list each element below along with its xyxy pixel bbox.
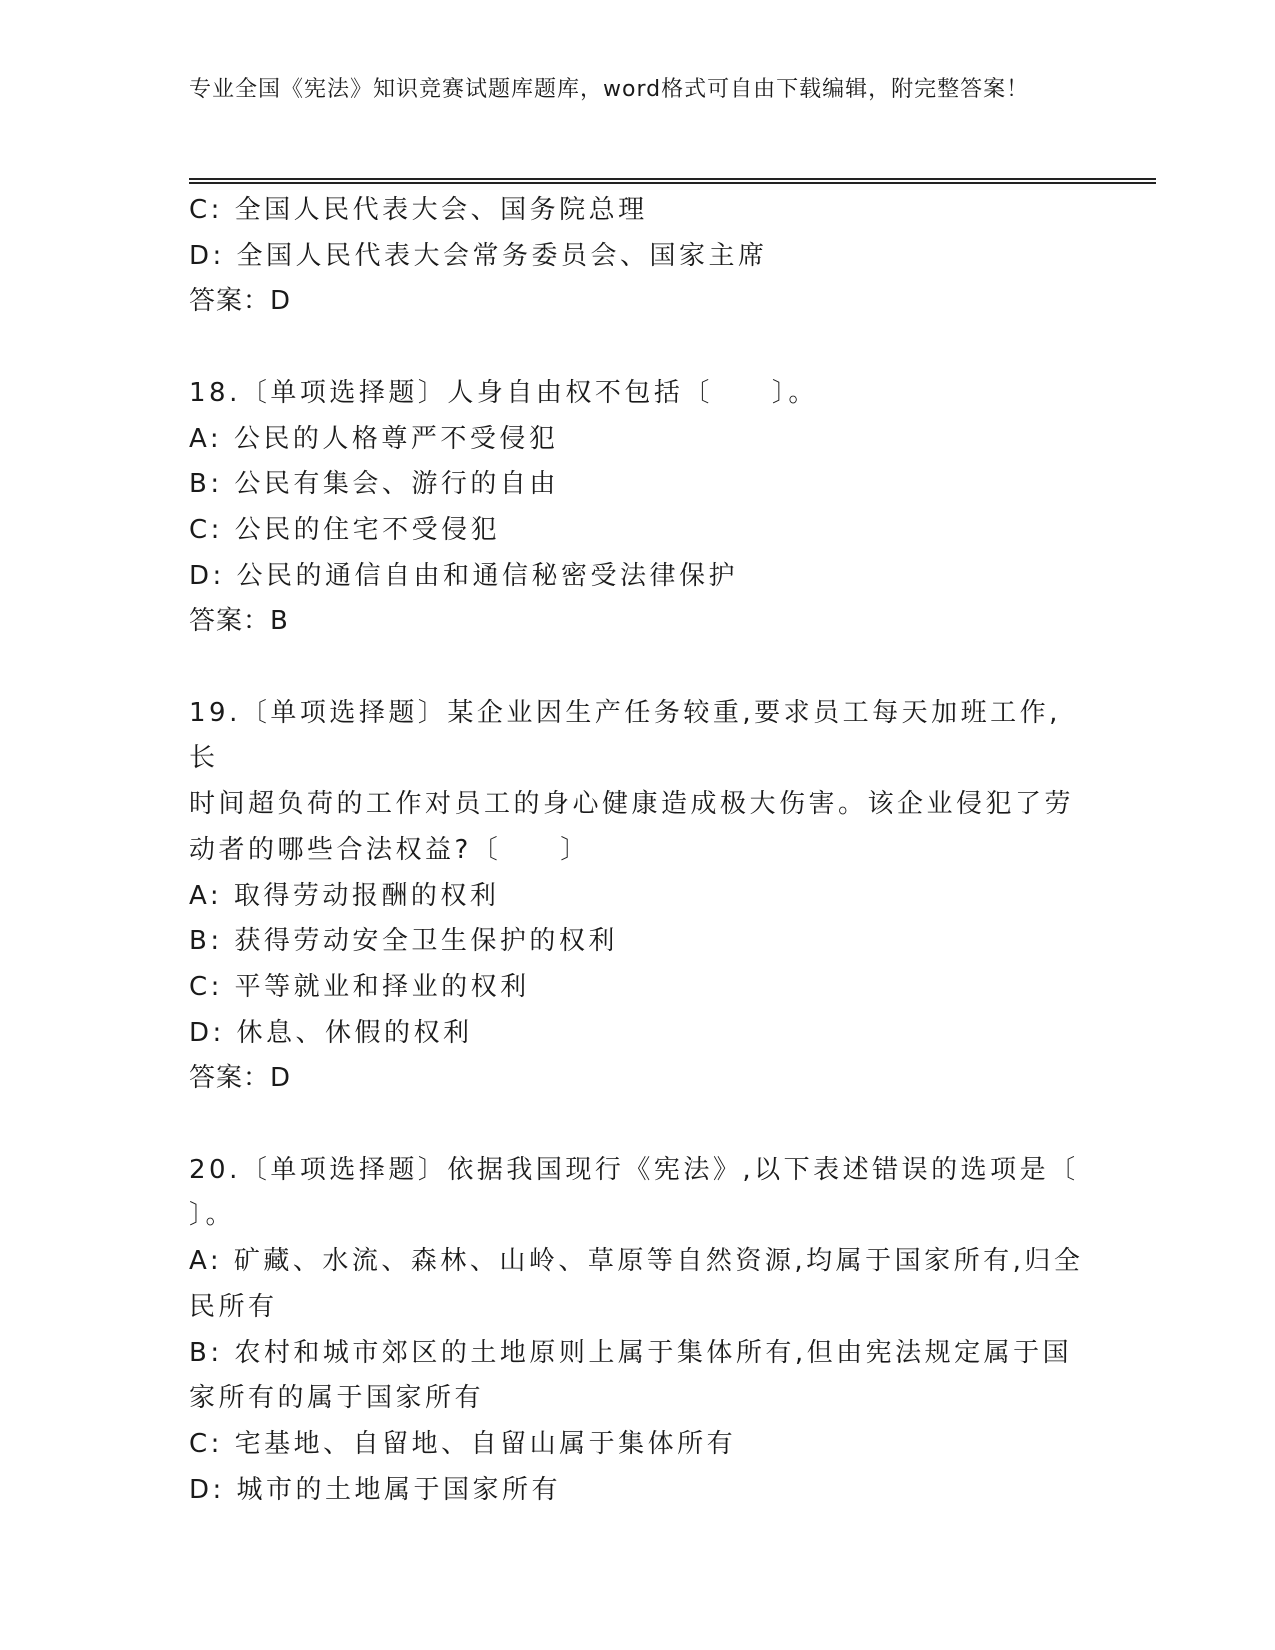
option-line: C: 平等就业和择业的权利 [189, 971, 530, 1002]
answer-line: 答案：D [189, 286, 292, 317]
option-line: C: 公民的住宅不受侵犯 [189, 514, 501, 545]
spacer [189, 645, 1089, 691]
question-line: 19.〔单项选择题〕某企业因生产任务较重,要求员工每天加班工作,长 [189, 697, 1061, 774]
header-divider-bottom [189, 182, 1156, 184]
option-line: A: 矿藏、水流、森林、山岭、草原等自然资源,均属于国家所有,归全 [189, 1246, 1084, 1277]
option-line: B: 公民有集会、游行的自由 [189, 469, 559, 500]
spacer [189, 325, 1089, 371]
option-line: D: 城市的土地属于国家所有 [189, 1474, 562, 1505]
question-line: 时间超负荷的工作对员工的身心健康造成极大伤害。该企业侵犯了劳 [189, 789, 1075, 820]
option-line: B: 农村和城市郊区的土地原则上属于集体所有,但由宪法规定属于国 [189, 1337, 1073, 1368]
question-line: 〕。 [189, 1200, 236, 1231]
question-line: 18.〔单项选择题〕人身自由权不包括〔 〕。 [189, 377, 818, 408]
option-line: D: 全国人民代表大会常务委员会、国家主席 [189, 240, 768, 271]
spacer [189, 1102, 1089, 1148]
option-line: D: 公民的通信自由和通信秘密受法律保护 [189, 560, 739, 591]
option-line: 民所有 [189, 1291, 278, 1322]
answer-line: 答案：B [189, 606, 289, 637]
option-line: 家所有的属于国家所有 [189, 1383, 485, 1414]
option-line: B: 获得劳动安全卫生保护的权利 [189, 926, 618, 957]
document-header: 专业全国《宪法》知识竞赛试题库题库，word格式可自由下载编辑，附完整答案！ [189, 77, 1030, 102]
question-line: 20.〔单项选择题〕依据我国现行《宪法》,以下表述错误的选项是〔 [189, 1154, 1079, 1185]
option-line: C: 全国人民代表大会、国务院总理 [189, 195, 648, 225]
question-list [189, 188, 1089, 1513]
header-divider-top [189, 178, 1156, 180]
option-line: A: 公民的人格尊严不受侵犯 [189, 423, 559, 454]
option-line: A: 取得劳动报酬的权利 [189, 880, 500, 911]
option-line: D: 休息、休假的权利 [189, 1017, 473, 1048]
question-line: 动者的哪些合法权益?〔 〕 [189, 834, 590, 865]
answer-line: 答案：D [189, 1063, 292, 1094]
option-line: C: 宅基地、自留地、自留山属于集体所有 [189, 1428, 737, 1459]
